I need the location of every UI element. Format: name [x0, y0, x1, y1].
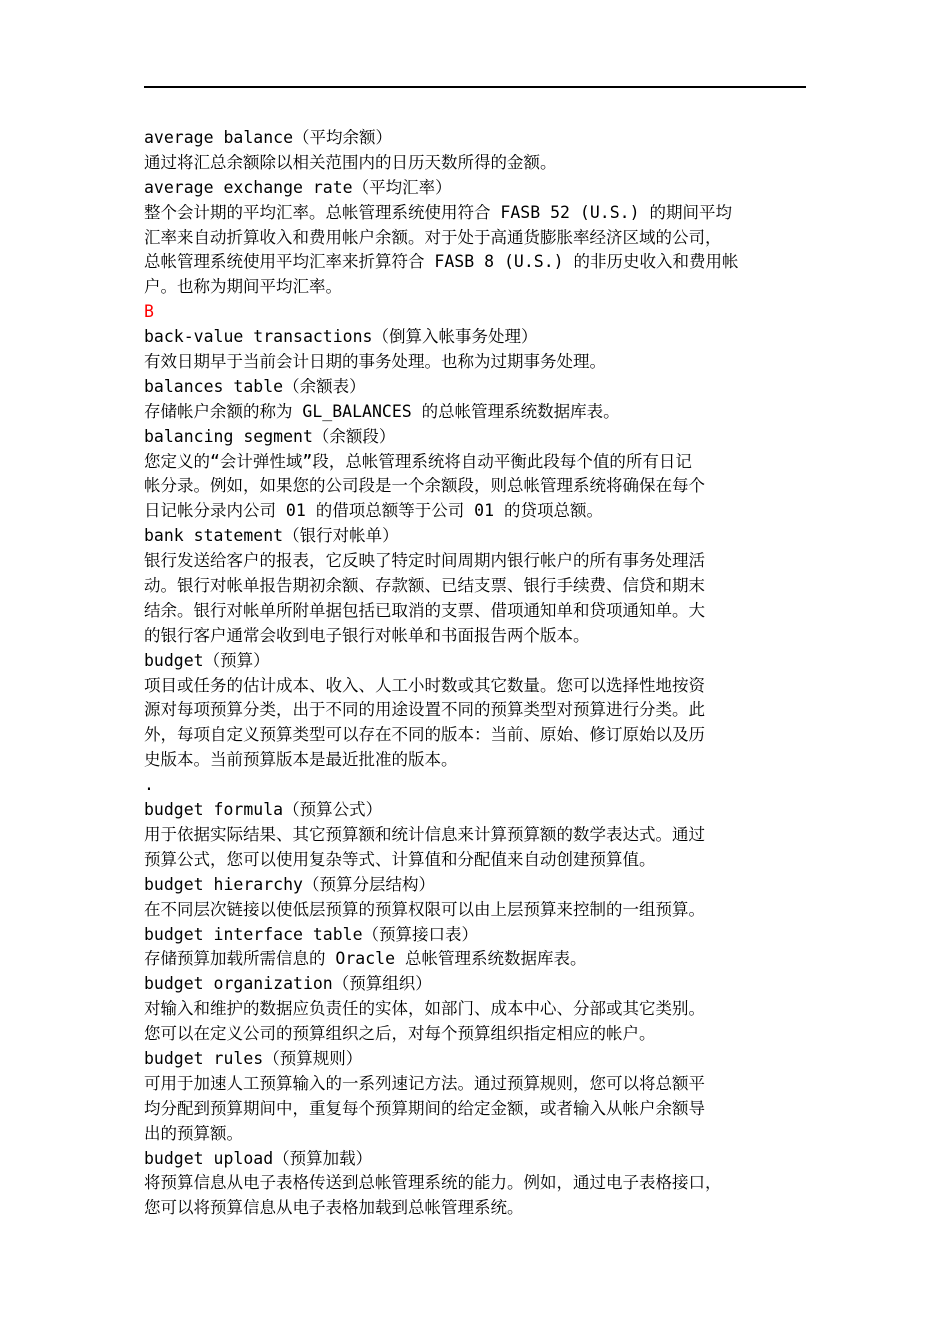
glossary-definition-line: 的银行客户通常会收到电子银行对帐单和书面报告两个版本。: [144, 625, 590, 645]
glossary-term: average exchange rate（平均汇率）: [144, 177, 452, 197]
glossary-term: back-value transactions（倒算入帐事务处理）: [144, 327, 538, 347]
section-letter: B: [144, 302, 154, 322]
glossary-definition-line: 均分配到预算期间中，重复每个预算期间的给定金额，或者输入从帐户余额导: [144, 1098, 705, 1118]
glossary-body: [144, 126, 814, 1221]
glossary-term: budget formula（预算公式）: [144, 800, 383, 820]
glossary-definition-line: 预算公式，您可以使用复杂等式、计算值和分配值来自动创建预算值。: [144, 849, 656, 869]
glossary-definition-line: 总帐管理系统使用平均汇率来折算符合 FASB 8 (U.S.) 的非历史收入和费用帐: [144, 252, 739, 272]
glossary-definition-line: 汇率来自动折算收入和费用帐户余额。对于处于高通货膨胀率经济区域的公司，: [144, 227, 722, 247]
glossary-definition-line: 整个会计期的平均汇率。总帐管理系统使用符合 FASB 52 (U.S.) 的期间平均: [144, 202, 732, 222]
glossary-term: budget organization（预算组织）: [144, 974, 432, 994]
glossary-term: budget（预算）: [144, 650, 270, 670]
glossary-definition-line: 项目或任务的估计成本、收入、人工小时数或其它数量。您可以选择性地按资: [144, 675, 705, 695]
glossary-term: balances table（余额表）: [144, 376, 366, 396]
glossary-term: budget hierarchy（预算分层结构）: [144, 874, 435, 894]
glossary-definition-line: 对输入和维护的数据应负责任的实体，如部门、成本中心、分部或其它类别。: [144, 999, 705, 1019]
glossary-definition-line: 户。也称为期间平均汇率。: [144, 277, 342, 297]
glossary-term: balancing segment（余额段）: [144, 426, 396, 446]
glossary-definition-line: 存储预算加载所需信息的 Oracle 总帐管理系统数据库表。: [144, 949, 587, 969]
glossary-definition-line: 动。银行对帐单报告期初余额、存款额、已结支票、银行手续费、信贷和期末: [144, 576, 705, 596]
glossary-definition-line: 您定义的“会计弹性域”段，总帐管理系统将自动平衡此段每个值的所有日记: [144, 451, 692, 471]
glossary-term: budget upload（预算加载）: [144, 1148, 373, 1168]
glossary-definition-line: 您可以在定义公司的预算组织之后，对每个预算组织指定相应的帐户。: [144, 1024, 656, 1044]
glossary-definition-line: .: [144, 775, 154, 795]
glossary-definition-line: 史版本。当前预算版本是最近批准的版本。: [144, 750, 458, 770]
glossary-definition-line: 结余。银行对帐单所附单据包括已取消的支票、借项通知单和贷项通知单。大: [144, 600, 705, 620]
glossary-definition-line: 日记帐分录内公司 01 的借项总额等于公司 01 的贷项总额。: [144, 501, 603, 521]
glossary-term: budget rules（预算规则）: [144, 1048, 363, 1068]
glossary-definition-line: 在不同层次链接以使低层预算的预算权限可以由上层预算来控制的一组预算。: [144, 899, 705, 919]
glossary-definition-line: 将预算信息从电子表格传送到总帐管理系统的能力。例如，通过电子表格接口，: [144, 1173, 722, 1193]
glossary-term: average balance（平均余额）: [144, 128, 393, 147]
glossary-definition-line: 您可以将预算信息从电子表格加载到总帐管理系统。: [144, 1198, 524, 1218]
glossary-term: bank statement（银行对帐单）: [144, 526, 399, 546]
glossary-definition-line: 可用于加速人工预算输入的一系列速记方法。通过预算规则，您可以将总额平: [144, 1073, 705, 1093]
glossary-definition-line: 通过将汇总余额除以相关范围内的日历天数所得的金额。: [144, 152, 557, 172]
glossary-definition-line: 有效日期早于当前会计日期的事务处理。也称为过期事务处理。: [144, 352, 606, 372]
glossary-definition-line: 外，每项自定义预算类型可以存在不同的版本：当前、原始、修订原始以及历: [144, 725, 705, 745]
glossary-definition-line: 存储帐户余额的称为 GL_BALANCES 的总帐管理系统数据库表。: [144, 401, 620, 421]
glossary-term: budget interface table（预算接口表）: [144, 924, 479, 944]
header-rule: [144, 86, 806, 88]
glossary-definition-line: 帐分录。例如，如果您的公司段是一个余额段，则总帐管理系统将确保在每个: [144, 476, 705, 496]
glossary-definition-line: 银行发送给客户的报表，它反映了特定时间周期内银行帐户的所有事务处理活: [144, 551, 705, 571]
glossary-definition-line: 用于依据实际结果、其它预算额和统计信息来计算预算额的数学表达式。通过: [144, 824, 705, 844]
glossary-definition-line: 源对每项预算分类，出于不同的用途设置不同的预算类型对预算进行分类。此: [144, 700, 705, 720]
glossary-definition-line: 出的预算额。: [144, 1123, 243, 1143]
